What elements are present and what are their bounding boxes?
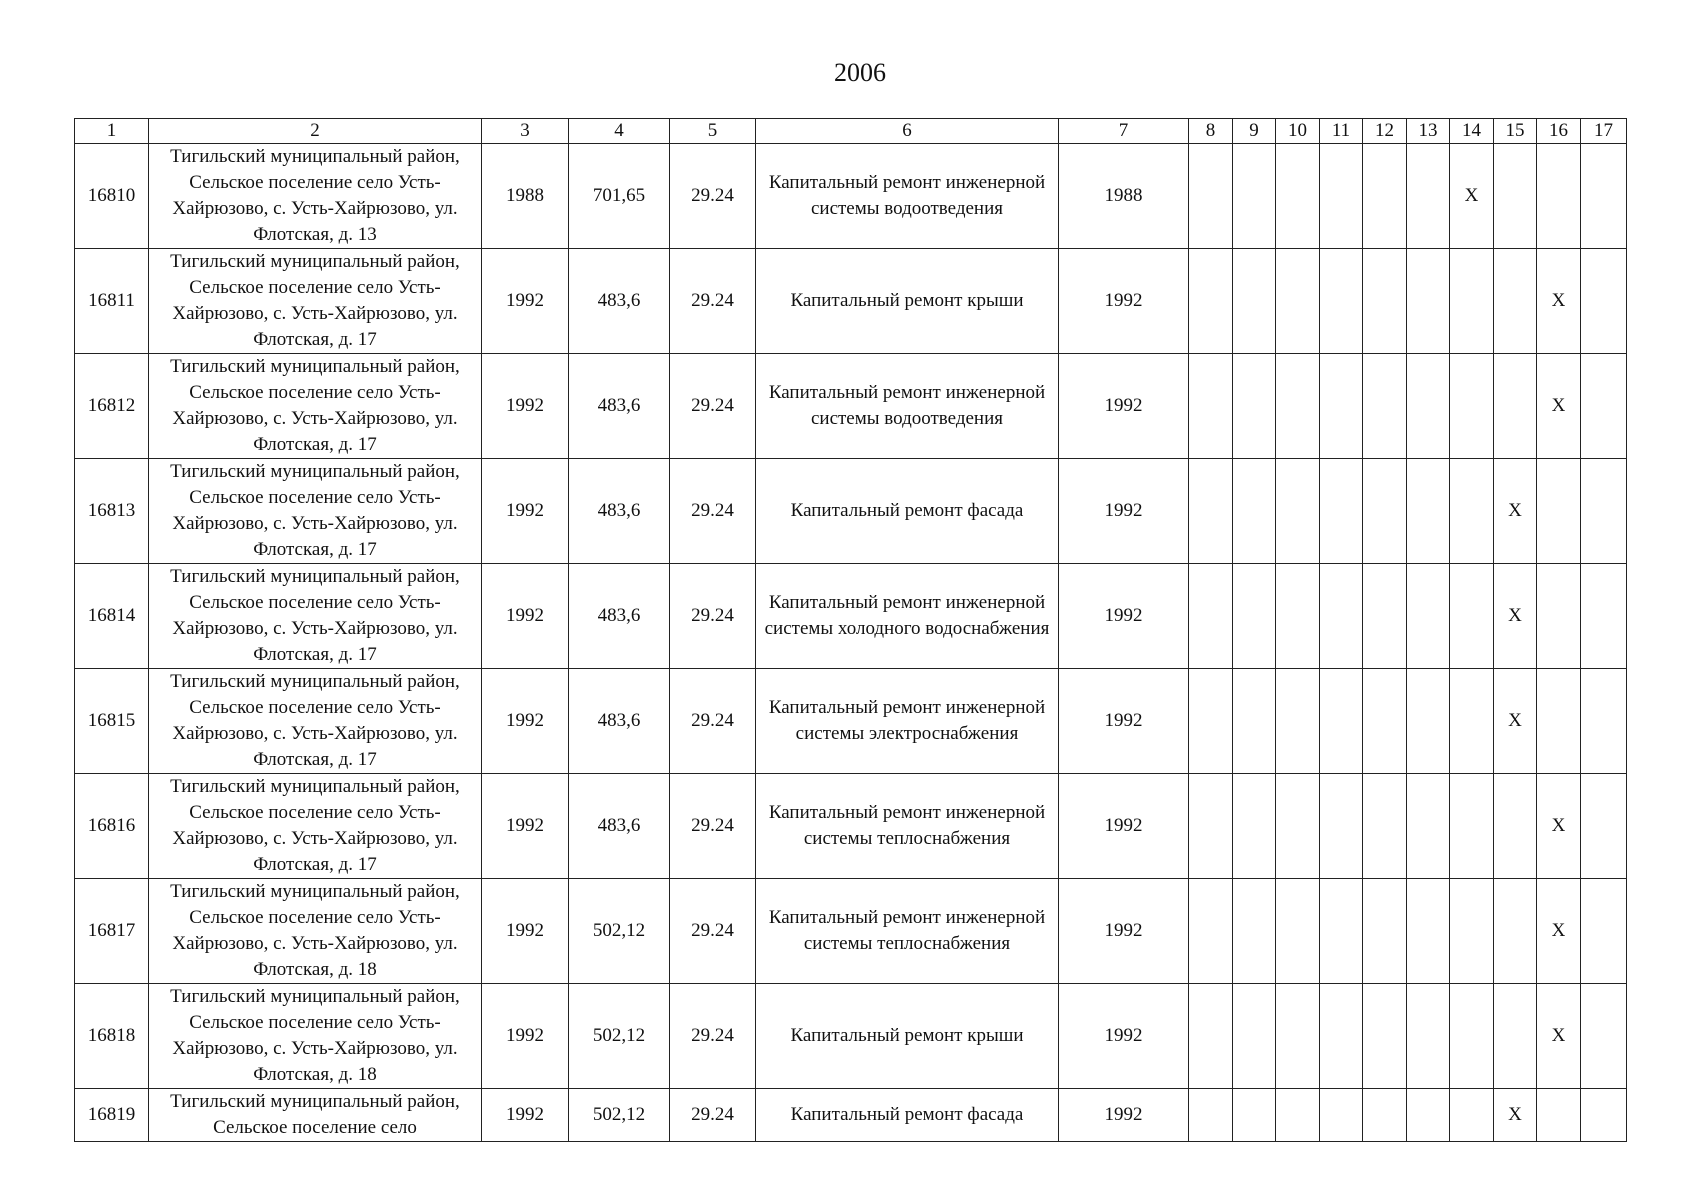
column-11-cell bbox=[1320, 774, 1363, 879]
column-13-cell bbox=[1407, 879, 1450, 984]
column-9-cell bbox=[1233, 459, 1276, 564]
column-number-14: 14 bbox=[1450, 119, 1494, 144]
table-row bbox=[75, 144, 1627, 249]
record-id-cell: 16815 bbox=[75, 669, 149, 774]
year-cell: 1992 bbox=[1059, 1089, 1189, 1142]
column-number-15: 15 bbox=[1494, 119, 1537, 144]
column-number-row bbox=[75, 119, 1627, 144]
code-cell: 29.24 bbox=[670, 144, 756, 249]
address-cell: Тигильский муниципальный район, Сельское поселение село Усть-Хайрюзово, с. Усть-Хайрюзово, ул. Флотская, д. 18 bbox=[149, 879, 482, 984]
column-13-cell bbox=[1407, 984, 1450, 1089]
code-cell: 29.24 bbox=[670, 1089, 756, 1142]
year-built-cell: 1992 bbox=[482, 669, 569, 774]
record-id-cell: 16811 bbox=[75, 249, 149, 354]
column-14-cell bbox=[1450, 564, 1494, 669]
column-11-cell bbox=[1320, 669, 1363, 774]
column-number-4: 4 bbox=[569, 119, 670, 144]
column-8-cell bbox=[1189, 564, 1233, 669]
mark-x-cell: X bbox=[1537, 354, 1581, 459]
column-10-cell bbox=[1276, 879, 1320, 984]
column-12-cell bbox=[1363, 1089, 1407, 1142]
mark-x-cell: X bbox=[1537, 774, 1581, 879]
column-12-cell bbox=[1363, 144, 1407, 249]
column-14-cell bbox=[1450, 879, 1494, 984]
column-10-cell bbox=[1276, 1089, 1320, 1142]
column-11-cell bbox=[1320, 249, 1363, 354]
column-9-cell bbox=[1233, 774, 1276, 879]
column-17-cell bbox=[1581, 354, 1627, 459]
work-type-cell: Капитальный ремонт инженерной системы водоотведения bbox=[756, 354, 1059, 459]
table-row bbox=[75, 669, 1627, 774]
column-8-cell bbox=[1189, 144, 1233, 249]
column-12-cell bbox=[1363, 354, 1407, 459]
column-16-cell bbox=[1537, 669, 1581, 774]
column-17-cell bbox=[1581, 984, 1627, 1089]
year-cell: 1992 bbox=[1059, 564, 1189, 669]
column-number-10: 10 bbox=[1276, 119, 1320, 144]
column-15-cell bbox=[1494, 774, 1537, 879]
address-cell: Тигильский муниципальный район, Сельское поселение село Усть-Хайрюзово, с. Усть-Хайрюзово, ул. Флотская, д. 13 bbox=[149, 144, 482, 249]
column-14-cell bbox=[1450, 354, 1494, 459]
column-14-cell bbox=[1450, 459, 1494, 564]
column-17-cell bbox=[1581, 774, 1627, 879]
column-17-cell bbox=[1581, 249, 1627, 354]
column-9-cell bbox=[1233, 984, 1276, 1089]
year-cell: 1992 bbox=[1059, 669, 1189, 774]
column-16-cell bbox=[1537, 144, 1581, 249]
code-cell: 29.24 bbox=[670, 879, 756, 984]
column-9-cell bbox=[1233, 144, 1276, 249]
mark-x-cell: X bbox=[1537, 249, 1581, 354]
column-number-17: 17 bbox=[1581, 119, 1627, 144]
column-10-cell bbox=[1276, 774, 1320, 879]
capital-repair-table bbox=[74, 118, 1627, 1142]
column-11-cell bbox=[1320, 144, 1363, 249]
column-9-cell bbox=[1233, 879, 1276, 984]
column-11-cell bbox=[1320, 354, 1363, 459]
column-17-cell bbox=[1581, 564, 1627, 669]
code-cell: 29.24 bbox=[670, 564, 756, 669]
mark-x-cell: X bbox=[1494, 1089, 1537, 1142]
year-cell: 1992 bbox=[1059, 354, 1189, 459]
table-row bbox=[75, 984, 1627, 1089]
column-14-cell bbox=[1450, 249, 1494, 354]
area-cell: 483,6 bbox=[569, 669, 670, 774]
column-10-cell bbox=[1276, 459, 1320, 564]
record-id-cell: 16817 bbox=[75, 879, 149, 984]
table-body bbox=[75, 144, 1627, 1142]
column-number-7: 7 bbox=[1059, 119, 1189, 144]
column-8-cell bbox=[1189, 354, 1233, 459]
address-cell: Тигильский муниципальный район, Сельское поселение село Усть-Хайрюзово, с. Усть-Хайрюзово, ул. Флотская, д. 17 bbox=[149, 249, 482, 354]
table-row bbox=[75, 459, 1627, 564]
column-number-13: 13 bbox=[1407, 119, 1450, 144]
column-13-cell bbox=[1407, 774, 1450, 879]
column-12-cell bbox=[1363, 249, 1407, 354]
column-number-9: 9 bbox=[1233, 119, 1276, 144]
column-15-cell bbox=[1494, 879, 1537, 984]
work-type-cell: Капитальный ремонт инженерной системы водоотведения bbox=[756, 144, 1059, 249]
area-cell: 502,12 bbox=[569, 984, 670, 1089]
area-cell: 483,6 bbox=[569, 459, 670, 564]
column-12-cell bbox=[1363, 879, 1407, 984]
code-cell: 29.24 bbox=[670, 354, 756, 459]
column-17-cell bbox=[1581, 879, 1627, 984]
column-10-cell bbox=[1276, 564, 1320, 669]
page-number: 2006 bbox=[834, 58, 886, 87]
work-type-cell: Капитальный ремонт инженерной системы холодного водоснабжения bbox=[756, 564, 1059, 669]
column-17-cell bbox=[1581, 144, 1627, 249]
column-number-2: 2 bbox=[149, 119, 482, 144]
column-9-cell bbox=[1233, 1089, 1276, 1142]
column-9-cell bbox=[1233, 354, 1276, 459]
mark-x-cell: X bbox=[1494, 669, 1537, 774]
address-cell: Тигильский муниципальный район, Сельское поселение село Усть-Хайрюзово, с. Усть-Хайрюзово, ул. Флотская, д. 17 bbox=[149, 564, 482, 669]
work-type-cell: Капитальный ремонт фасада bbox=[756, 459, 1059, 564]
record-id-cell: 16818 bbox=[75, 984, 149, 1089]
record-id-cell: 16819 bbox=[75, 1089, 149, 1142]
column-number-12: 12 bbox=[1363, 119, 1407, 144]
column-10-cell bbox=[1276, 984, 1320, 1089]
code-cell: 29.24 bbox=[670, 984, 756, 1089]
code-cell: 29.24 bbox=[670, 774, 756, 879]
column-15-cell bbox=[1494, 984, 1537, 1089]
code-cell: 29.24 bbox=[670, 249, 756, 354]
column-16-cell bbox=[1537, 1089, 1581, 1142]
record-id-cell: 16816 bbox=[75, 774, 149, 879]
column-14-cell bbox=[1450, 984, 1494, 1089]
year-cell: 1988 bbox=[1059, 144, 1189, 249]
column-11-cell bbox=[1320, 984, 1363, 1089]
column-8-cell bbox=[1189, 249, 1233, 354]
table-row bbox=[75, 879, 1627, 984]
mark-x-cell: X bbox=[1450, 144, 1494, 249]
address-cell: Тигильский муниципальный район, Сельское поселение село Усть-Хайрюзово, с. Усть-Хайрюзово, ул. Флотская, д. 18 bbox=[149, 984, 482, 1089]
year-built-cell: 1992 bbox=[482, 774, 569, 879]
column-15-cell bbox=[1494, 144, 1537, 249]
column-9-cell bbox=[1233, 564, 1276, 669]
record-id-cell: 16813 bbox=[75, 459, 149, 564]
year-cell: 1992 bbox=[1059, 879, 1189, 984]
address-cell: Тигильский муниципальный район, Сельское поселение село Усть-Хайрюзово, с. Усть-Хайрюзово, ул. Флотская, д. 17 bbox=[149, 669, 482, 774]
code-cell: 29.24 bbox=[670, 459, 756, 564]
column-17-cell bbox=[1581, 459, 1627, 564]
column-8-cell bbox=[1189, 1089, 1233, 1142]
column-9-cell bbox=[1233, 249, 1276, 354]
code-cell: 29.24 bbox=[670, 669, 756, 774]
work-type-cell: Капитальный ремонт инженерной системы электроснабжения bbox=[756, 669, 1059, 774]
column-13-cell bbox=[1407, 144, 1450, 249]
column-number-6: 6 bbox=[756, 119, 1059, 144]
mark-x-cell: X bbox=[1494, 459, 1537, 564]
mark-x-cell: X bbox=[1537, 879, 1581, 984]
column-12-cell bbox=[1363, 984, 1407, 1089]
column-10-cell bbox=[1276, 354, 1320, 459]
column-17-cell bbox=[1581, 1089, 1627, 1142]
column-number-8: 8 bbox=[1189, 119, 1233, 144]
column-13-cell bbox=[1407, 1089, 1450, 1142]
table-row bbox=[75, 1089, 1627, 1142]
column-11-cell bbox=[1320, 564, 1363, 669]
area-cell: 701,65 bbox=[569, 144, 670, 249]
year-built-cell: 1992 bbox=[482, 564, 569, 669]
table-row bbox=[75, 774, 1627, 879]
column-15-cell bbox=[1494, 354, 1537, 459]
column-12-cell bbox=[1363, 564, 1407, 669]
work-type-cell: Капитальный ремонт инженерной системы теплоснабжения bbox=[756, 774, 1059, 879]
column-12-cell bbox=[1363, 774, 1407, 879]
column-10-cell bbox=[1276, 249, 1320, 354]
area-cell: 483,6 bbox=[569, 774, 670, 879]
column-13-cell bbox=[1407, 669, 1450, 774]
year-cell: 1992 bbox=[1059, 249, 1189, 354]
column-12-cell bbox=[1363, 459, 1407, 564]
year-cell: 1992 bbox=[1059, 984, 1189, 1089]
table-row bbox=[75, 249, 1627, 354]
work-type-cell: Капитальный ремонт крыши bbox=[756, 984, 1059, 1089]
column-9-cell bbox=[1233, 669, 1276, 774]
column-10-cell bbox=[1276, 144, 1320, 249]
column-8-cell bbox=[1189, 774, 1233, 879]
column-8-cell bbox=[1189, 669, 1233, 774]
area-cell: 483,6 bbox=[569, 249, 670, 354]
year-cell: 1992 bbox=[1059, 774, 1189, 879]
address-cell: Тигильский муниципальный район, Сельское поселение село bbox=[149, 1089, 482, 1142]
record-id-cell: 16810 bbox=[75, 144, 149, 249]
column-15-cell bbox=[1494, 249, 1537, 354]
column-11-cell bbox=[1320, 1089, 1363, 1142]
area-cell: 502,12 bbox=[569, 879, 670, 984]
year-built-cell: 1992 bbox=[482, 249, 569, 354]
area-cell: 483,6 bbox=[569, 564, 670, 669]
column-16-cell bbox=[1537, 564, 1581, 669]
work-type-cell: Капитальный ремонт инженерной системы теплоснабжения bbox=[756, 879, 1059, 984]
record-id-cell: 16812 bbox=[75, 354, 149, 459]
mark-x-cell: X bbox=[1494, 564, 1537, 669]
area-cell: 502,12 bbox=[569, 1089, 670, 1142]
work-type-cell: Капитальный ремонт фасада bbox=[756, 1089, 1059, 1142]
column-16-cell bbox=[1537, 459, 1581, 564]
column-14-cell bbox=[1450, 774, 1494, 879]
year-built-cell: 1992 bbox=[482, 1089, 569, 1142]
column-10-cell bbox=[1276, 669, 1320, 774]
column-13-cell bbox=[1407, 459, 1450, 564]
column-number-3: 3 bbox=[482, 119, 569, 144]
column-8-cell bbox=[1189, 879, 1233, 984]
address-cell: Тигильский муниципальный район, Сельское поселение село Усть-Хайрюзово, с. Усть-Хайрюзово, ул. Флотская, д. 17 bbox=[149, 354, 482, 459]
column-number-1: 1 bbox=[75, 119, 149, 144]
column-13-cell bbox=[1407, 564, 1450, 669]
address-cell: Тигильский муниципальный район, Сельское поселение село Усть-Хайрюзово, с. Усть-Хайрюзово, ул. Флотская, д. 17 bbox=[149, 774, 482, 879]
column-number-5: 5 bbox=[670, 119, 756, 144]
work-type-cell: Капитальный ремонт крыши bbox=[756, 249, 1059, 354]
column-11-cell bbox=[1320, 459, 1363, 564]
column-14-cell bbox=[1450, 669, 1494, 774]
column-8-cell bbox=[1189, 459, 1233, 564]
year-built-cell: 1992 bbox=[482, 984, 569, 1089]
column-number-11: 11 bbox=[1320, 119, 1363, 144]
column-12-cell bbox=[1363, 669, 1407, 774]
table-row bbox=[75, 354, 1627, 459]
year-built-cell: 1992 bbox=[482, 459, 569, 564]
area-cell: 483,6 bbox=[569, 354, 670, 459]
column-8-cell bbox=[1189, 984, 1233, 1089]
column-13-cell bbox=[1407, 354, 1450, 459]
record-id-cell: 16814 bbox=[75, 564, 149, 669]
column-17-cell bbox=[1581, 669, 1627, 774]
column-number-16: 16 bbox=[1537, 119, 1581, 144]
mark-x-cell: X bbox=[1537, 984, 1581, 1089]
year-cell: 1992 bbox=[1059, 459, 1189, 564]
year-built-cell: 1992 bbox=[482, 879, 569, 984]
address-cell: Тигильский муниципальный район, Сельское поселение село Усть-Хайрюзово, с. Усть-Хайрюзово, ул. Флотская, д. 17 bbox=[149, 459, 482, 564]
column-13-cell bbox=[1407, 249, 1450, 354]
table-row bbox=[75, 564, 1627, 669]
year-built-cell: 1992 bbox=[482, 354, 569, 459]
year-built-cell: 1988 bbox=[482, 144, 569, 249]
column-14-cell bbox=[1450, 1089, 1494, 1142]
column-11-cell bbox=[1320, 879, 1363, 984]
